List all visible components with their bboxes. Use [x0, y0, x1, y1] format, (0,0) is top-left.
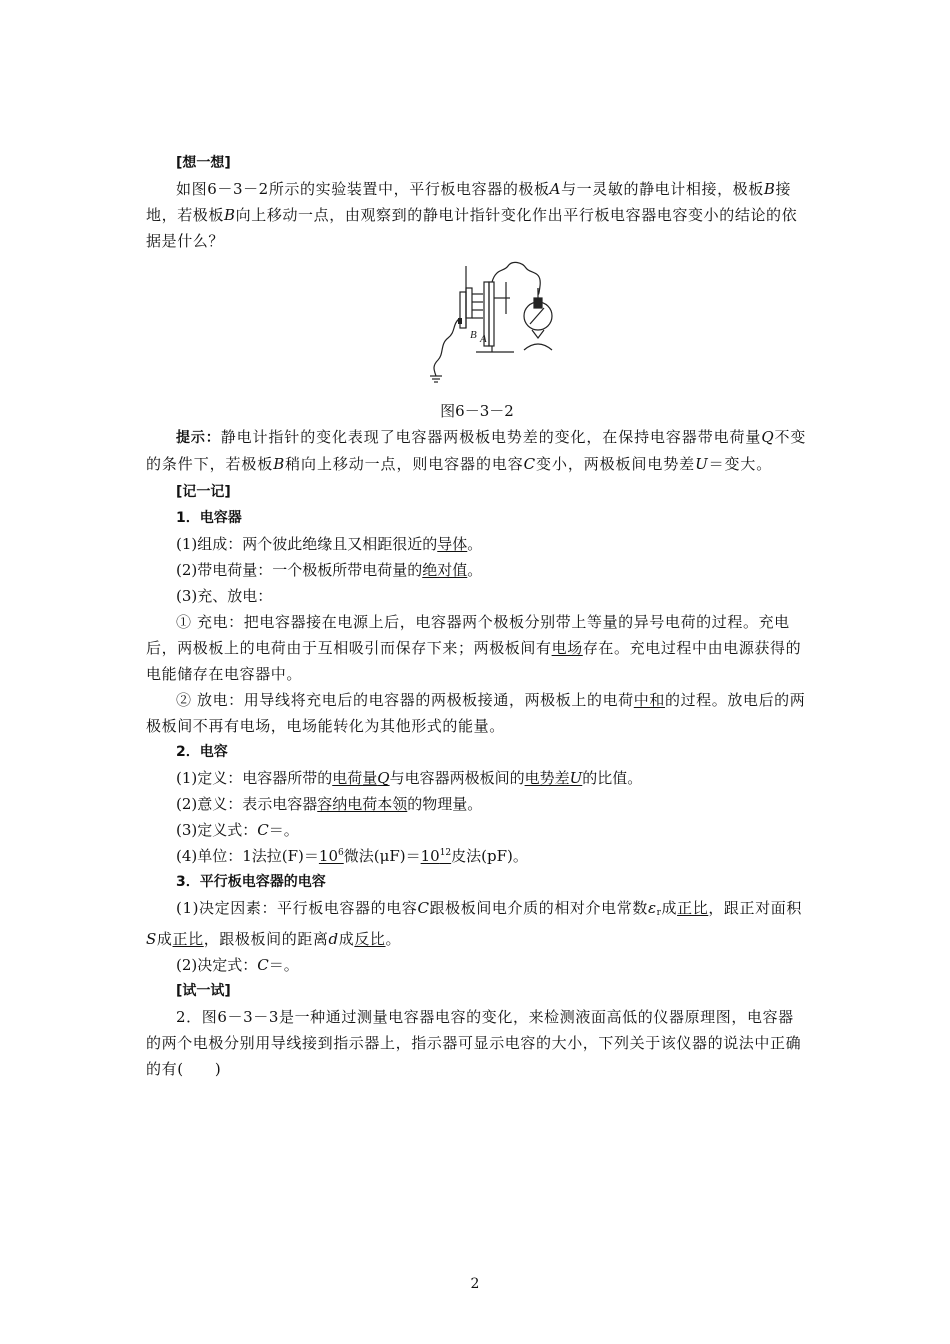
figure-label-b: B — [470, 329, 477, 341]
decision-formula-item: (2)决定式：C＝。 — [176, 956, 299, 974]
section-parallel-plate-title: 3．平行板电容器的电容 — [176, 874, 326, 890]
composition-item: (1)组成：两个彼此绝缘且又相距很近的导体。 — [176, 535, 483, 553]
hint-paragraph: 提示：静电计指针的变化表现了电容器两极板电势差的变化，在保持电容器带电荷量Q不变的条件下，若极板B稍向上移动一点，则电容器的电容C变小，两极板间电势差U＝变大。 — [146, 428, 807, 473]
try-heading: [试一试] — [176, 983, 231, 999]
capacitor-electrometer-figure — [146, 258, 808, 394]
think-heading: [想一想] — [176, 155, 231, 171]
deciding-factors-item: (1)决定因素：平行板电容器的电容C跟极板间电介质的相对介电常数$\varepsilon_r$成正比，跟正对面积S成正比，跟极板间的距离d成反比。 — [146, 899, 802, 948]
charge-discharge-item: (3)充、放电： — [176, 587, 273, 605]
charging-paragraph: ① 充电：把电容器接在电源上后，电容器两个极板分别带上等量的异号电荷的过程。充电后，两极板上的电荷由于互相吸引而保存下来；两极板间有电场存在。充电过程中由电源获得的电能储存在电容器中。 — [146, 613, 802, 683]
definition-formula-item: (3)定义式：C＝。 — [176, 821, 299, 839]
section-capacitance-title: 2．电容 — [176, 744, 228, 760]
try-question: 2．图6－3－3是一种通过测量电容器电容的变化，来检测液面高低的仪器原理图，电容器的两个电极分别用导线接到指示器上，指示器可显示电容的大小，下列关于该仪器的说法中正确的有( ) — [146, 1008, 802, 1078]
charge-amount-item: (2)带电荷量：一个极板所带电荷量的绝对值。 — [176, 561, 483, 579]
discharging-paragraph: ② 放电：用导线将充电后的电容器的两极板接通，两极板上的电荷中和的过程。放电后的两极板间不再有电场，电场能转化为其他形式的能量。 — [146, 691, 806, 735]
experiment-diagram — [426, 258, 566, 392]
meaning-item: (2)意义：表示电容器容纳电荷本领的物理量。 — [176, 795, 483, 813]
page-number: 2 — [470, 1276, 480, 1292]
section-capacitor-title: 1．电容器 — [176, 510, 242, 526]
think-question: 如图6－3－2所示的实验装置中，平行板电容器的极板A与一灵敏的静电计相接，极板B接地，若极板B向上移动一点，由观察到的静电计指针变化作出平行板电容器电容变小的结论的依据是什么？ — [146, 180, 798, 250]
page-content — [146, 150, 808, 1082]
figure-label-a: A — [480, 333, 487, 345]
unit-item: (4)单位：1法拉$(F)=10^6$微法$(\mu F)=10^{12}$皮法(pF)。 — [176, 847, 528, 865]
definition-item: (1)定义：电容器所带的电荷量Q与电容器两极板间的电势差U的比值。 — [176, 769, 643, 787]
remember-heading: [记一记] — [176, 484, 231, 500]
figure-caption: 图6－3－2 — [440, 402, 514, 420]
